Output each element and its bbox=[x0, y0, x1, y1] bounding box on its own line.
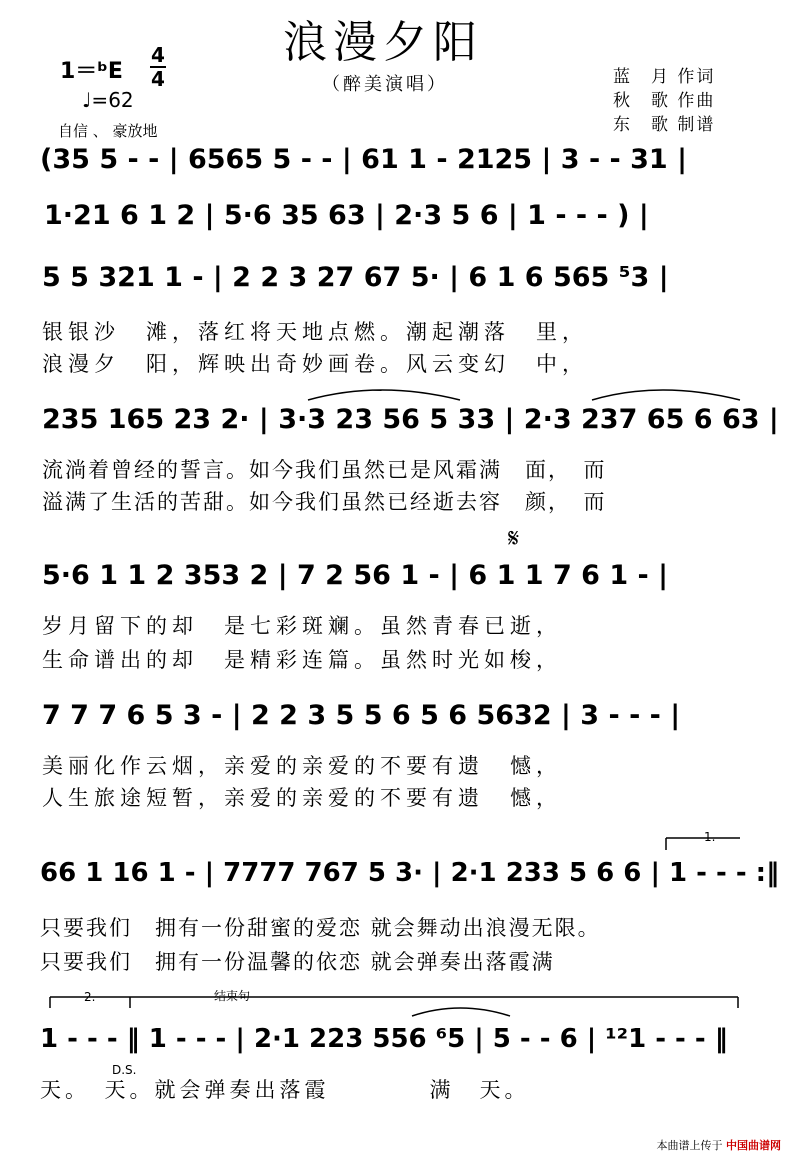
meter-bottom: 4 bbox=[151, 67, 165, 91]
volta-2-label: 2. bbox=[84, 990, 96, 1004]
score-line-7: 66 1 16 1 - | 7777 767 5 3· | 2·1 233 5 6 6 | 1 - - - :‖ bbox=[40, 858, 780, 888]
score-line-3: 5 5 321 1 - | 2 2 3 27 67 5· | 6 1 6 565 ⁵3 | bbox=[42, 262, 669, 293]
song-title: 浪漫夕阳 bbox=[283, 17, 483, 68]
arranger-credit: 东 歌 制谱 bbox=[613, 115, 716, 135]
segno-sign: 𝄋 bbox=[508, 524, 520, 554]
lyricist-credit: 蓝 月 作词 bbox=[613, 67, 716, 87]
ending-label: 结束句 bbox=[214, 989, 251, 1003]
lyric-line-5-verse-2: 生命谱出的却 是精彩连篇。虽然时光如梭， bbox=[42, 648, 562, 672]
lyric-line-8: 天。 天。就会弹奏出落霞 满 天。 bbox=[40, 1078, 530, 1102]
lyric-line-6-verse-2: 人生旅途短暂，亲爱的亲爱的不要有遗 憾， bbox=[42, 786, 562, 810]
lyric-line-3-verse-2: 浪漫夕 阳，辉映出奇妙画卷。风云变幻 中， bbox=[42, 352, 588, 376]
meter-top: 4 bbox=[151, 43, 165, 67]
footer-brand: 中国曲谱网 bbox=[726, 1139, 781, 1152]
score-line-4: 235 165 23 2· | 3·3 23 56 5 33 | 2·3 237 65 6 63 | bbox=[42, 404, 779, 435]
volta-1-label: 1. bbox=[704, 830, 716, 844]
score-line-1: (35 5 - - | 6565 5 - - | 61 1 - 2125 | 3 - - 31 | bbox=[40, 144, 687, 175]
lyric-line-3-verse-1: 银银沙 滩，落红将天地点燃。潮起潮落 里， bbox=[42, 320, 588, 344]
dal-segno: D.S. bbox=[112, 1063, 137, 1077]
composer-credit: 秋 歌 作曲 bbox=[613, 91, 716, 111]
lyric-line-4-verse-2: 溢满了生活的苦甜。如今我们虽然已经逝去容 颜， 而 bbox=[42, 490, 607, 514]
tempo-marking: ♩=62 bbox=[82, 88, 134, 112]
expression-marking: 自信 、 豪放地 bbox=[58, 122, 158, 140]
lyric-line-4-verse-1: 流淌着曾经的誓言。如今我们虽然已是风霜满 面， 而 bbox=[42, 458, 607, 482]
lyric-line-5-verse-1: 岁月留下的却 是七彩斑斓。虽然青春已逝， bbox=[42, 614, 562, 638]
slur bbox=[592, 390, 740, 400]
slur bbox=[412, 1008, 510, 1016]
footer-text: 本曲谱上传于 bbox=[656, 1139, 723, 1152]
lyric-line-6-verse-1: 美丽化作云烟，亲爱的亲爱的不要有遗 憾， bbox=[42, 754, 562, 778]
song-subtitle: （醉美演唱） bbox=[322, 74, 448, 95]
score-line-6: 7 7 7 6 5 3 - | 2 2 3 5 5 6 5 6 5632 | 3 - - - | bbox=[42, 700, 681, 731]
slur bbox=[308, 390, 460, 400]
score-line-2: 1·21 6 1 2 | 5·6 35 63 | 2·3 5 6 | 1 - - - ) | bbox=[44, 200, 649, 231]
score-line-8: 1 - - - ‖ 1 - - - | 2·1 223 556 ⁶5 | 5 - - 6 | ¹²1 - - - ‖ bbox=[40, 1024, 728, 1054]
lyric-line-7-verse-2: 只要我们 拥有一份温馨的依恋 就会弹奏出落霞满 bbox=[40, 950, 555, 974]
key-signature: 1＝ᵇE bbox=[60, 59, 123, 84]
lyric-line-7-verse-1: 只要我们 拥有一份甜蜜的爱恋 就会舞动出浪漫无限。 bbox=[40, 916, 601, 940]
score-line-5: 5·6 1 1 2 353 2 | 7 2 56 1 - | 6 1 1 7 6 1 - | bbox=[42, 560, 668, 591]
